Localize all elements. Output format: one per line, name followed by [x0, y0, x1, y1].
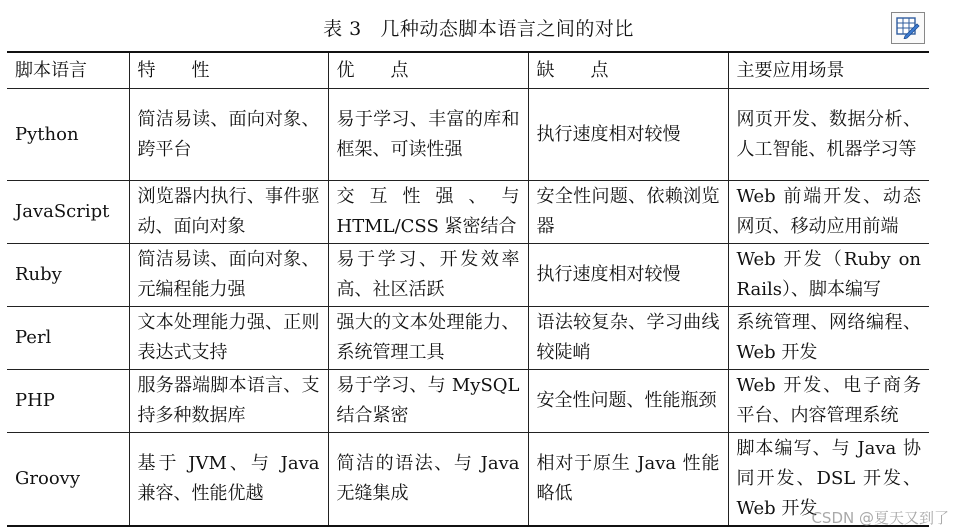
- table-row: [7, 244, 929, 307]
- spreadsheet-pencil-icon: [896, 17, 920, 39]
- header-cell: 主要应用场景: [728, 52, 929, 89]
- pros-cell: 易于学习、丰富的库和框架、可读性强: [328, 89, 528, 181]
- use-cases-cell: Web 前端开发、动态网页、移动应用前端: [728, 181, 929, 244]
- pros-cell: 强大的文本处理能力、系统管理工具: [328, 307, 528, 370]
- header-cell: 缺 点: [528, 52, 728, 89]
- pros-cell: 易于学习、开发效率高、社区活跃: [328, 244, 528, 307]
- cons-cell: 安全性问题、依赖浏览器: [528, 181, 728, 244]
- features-cell: 文本处理能力强、正则表达式支持: [129, 307, 328, 370]
- table-row: [7, 433, 929, 527]
- use-cases-cell: 网页开发、数据分析、人工智能、机器学习等: [728, 89, 929, 181]
- excel-table-icon[interactable]: [891, 12, 925, 44]
- language-cell: Ruby: [7, 244, 129, 307]
- header-cell: 特 性: [129, 52, 328, 89]
- table-header-row: [7, 52, 929, 89]
- features-cell: 基于 JVM、与 Java 兼容、性能优越: [129, 433, 328, 527]
- cons-cell: 安全性问题、性能瓶颈: [528, 370, 728, 433]
- language-cell: JavaScript: [7, 181, 129, 244]
- table-row: [7, 89, 929, 181]
- table-row: [7, 181, 929, 244]
- caption-number: 表 3: [323, 18, 362, 40]
- use-cases-cell: Web 开发、电子商务平台、内容管理系统: [728, 370, 929, 433]
- language-cell: Perl: [7, 307, 129, 370]
- pros-cell: 易于学习、与 MySQL 结合紧密: [328, 370, 528, 433]
- use-cases-cell: Web 开发（Ruby on Rails）、脚本编写: [728, 244, 929, 307]
- header-cell: 脚本语言: [7, 52, 129, 89]
- features-cell: 服务器端脚本语言、支持多种数据库: [129, 370, 328, 433]
- table-row: [7, 370, 929, 433]
- watermark: CSDN @夏天又到了: [811, 509, 949, 527]
- cons-cell: 相对于原生 Java 性能略低: [528, 433, 728, 527]
- cons-cell: 语法较复杂、学习曲线较陡峭: [528, 307, 728, 370]
- cons-cell: 执行速度相对较慢: [528, 244, 728, 307]
- language-cell: Groovy: [7, 433, 129, 527]
- comparison-table: [7, 51, 929, 527]
- cons-cell: 执行速度相对较慢: [528, 89, 728, 181]
- table-row: [7, 307, 929, 370]
- table-caption: [0, 14, 957, 41]
- features-cell: 简洁易读、面向对象、元编程能力强: [129, 244, 328, 307]
- header-cell: 优 点: [328, 52, 528, 89]
- use-cases-cell: 系统管理、网络编程、Web 开发: [728, 307, 929, 370]
- caption-title: 几种动态脚本语言之间的对比: [380, 18, 634, 40]
- language-cell: Python: [7, 89, 129, 181]
- pros-cell: 简洁的语法、与 Java 无缝集成: [328, 433, 528, 527]
- pros-cell: 交 互 性 强 、 与 HTML/CSS 紧密结合: [328, 181, 528, 244]
- features-cell: 简洁易读、面向对象、跨平台: [129, 89, 328, 181]
- use-cases-cell: 脚本编写、与 Java 协同开发、DSL 开发、Web 开发: [728, 433, 929, 527]
- language-cell: PHP: [7, 370, 129, 433]
- features-cell: 浏览器内执行、事件驱动、面向对象: [129, 181, 328, 244]
